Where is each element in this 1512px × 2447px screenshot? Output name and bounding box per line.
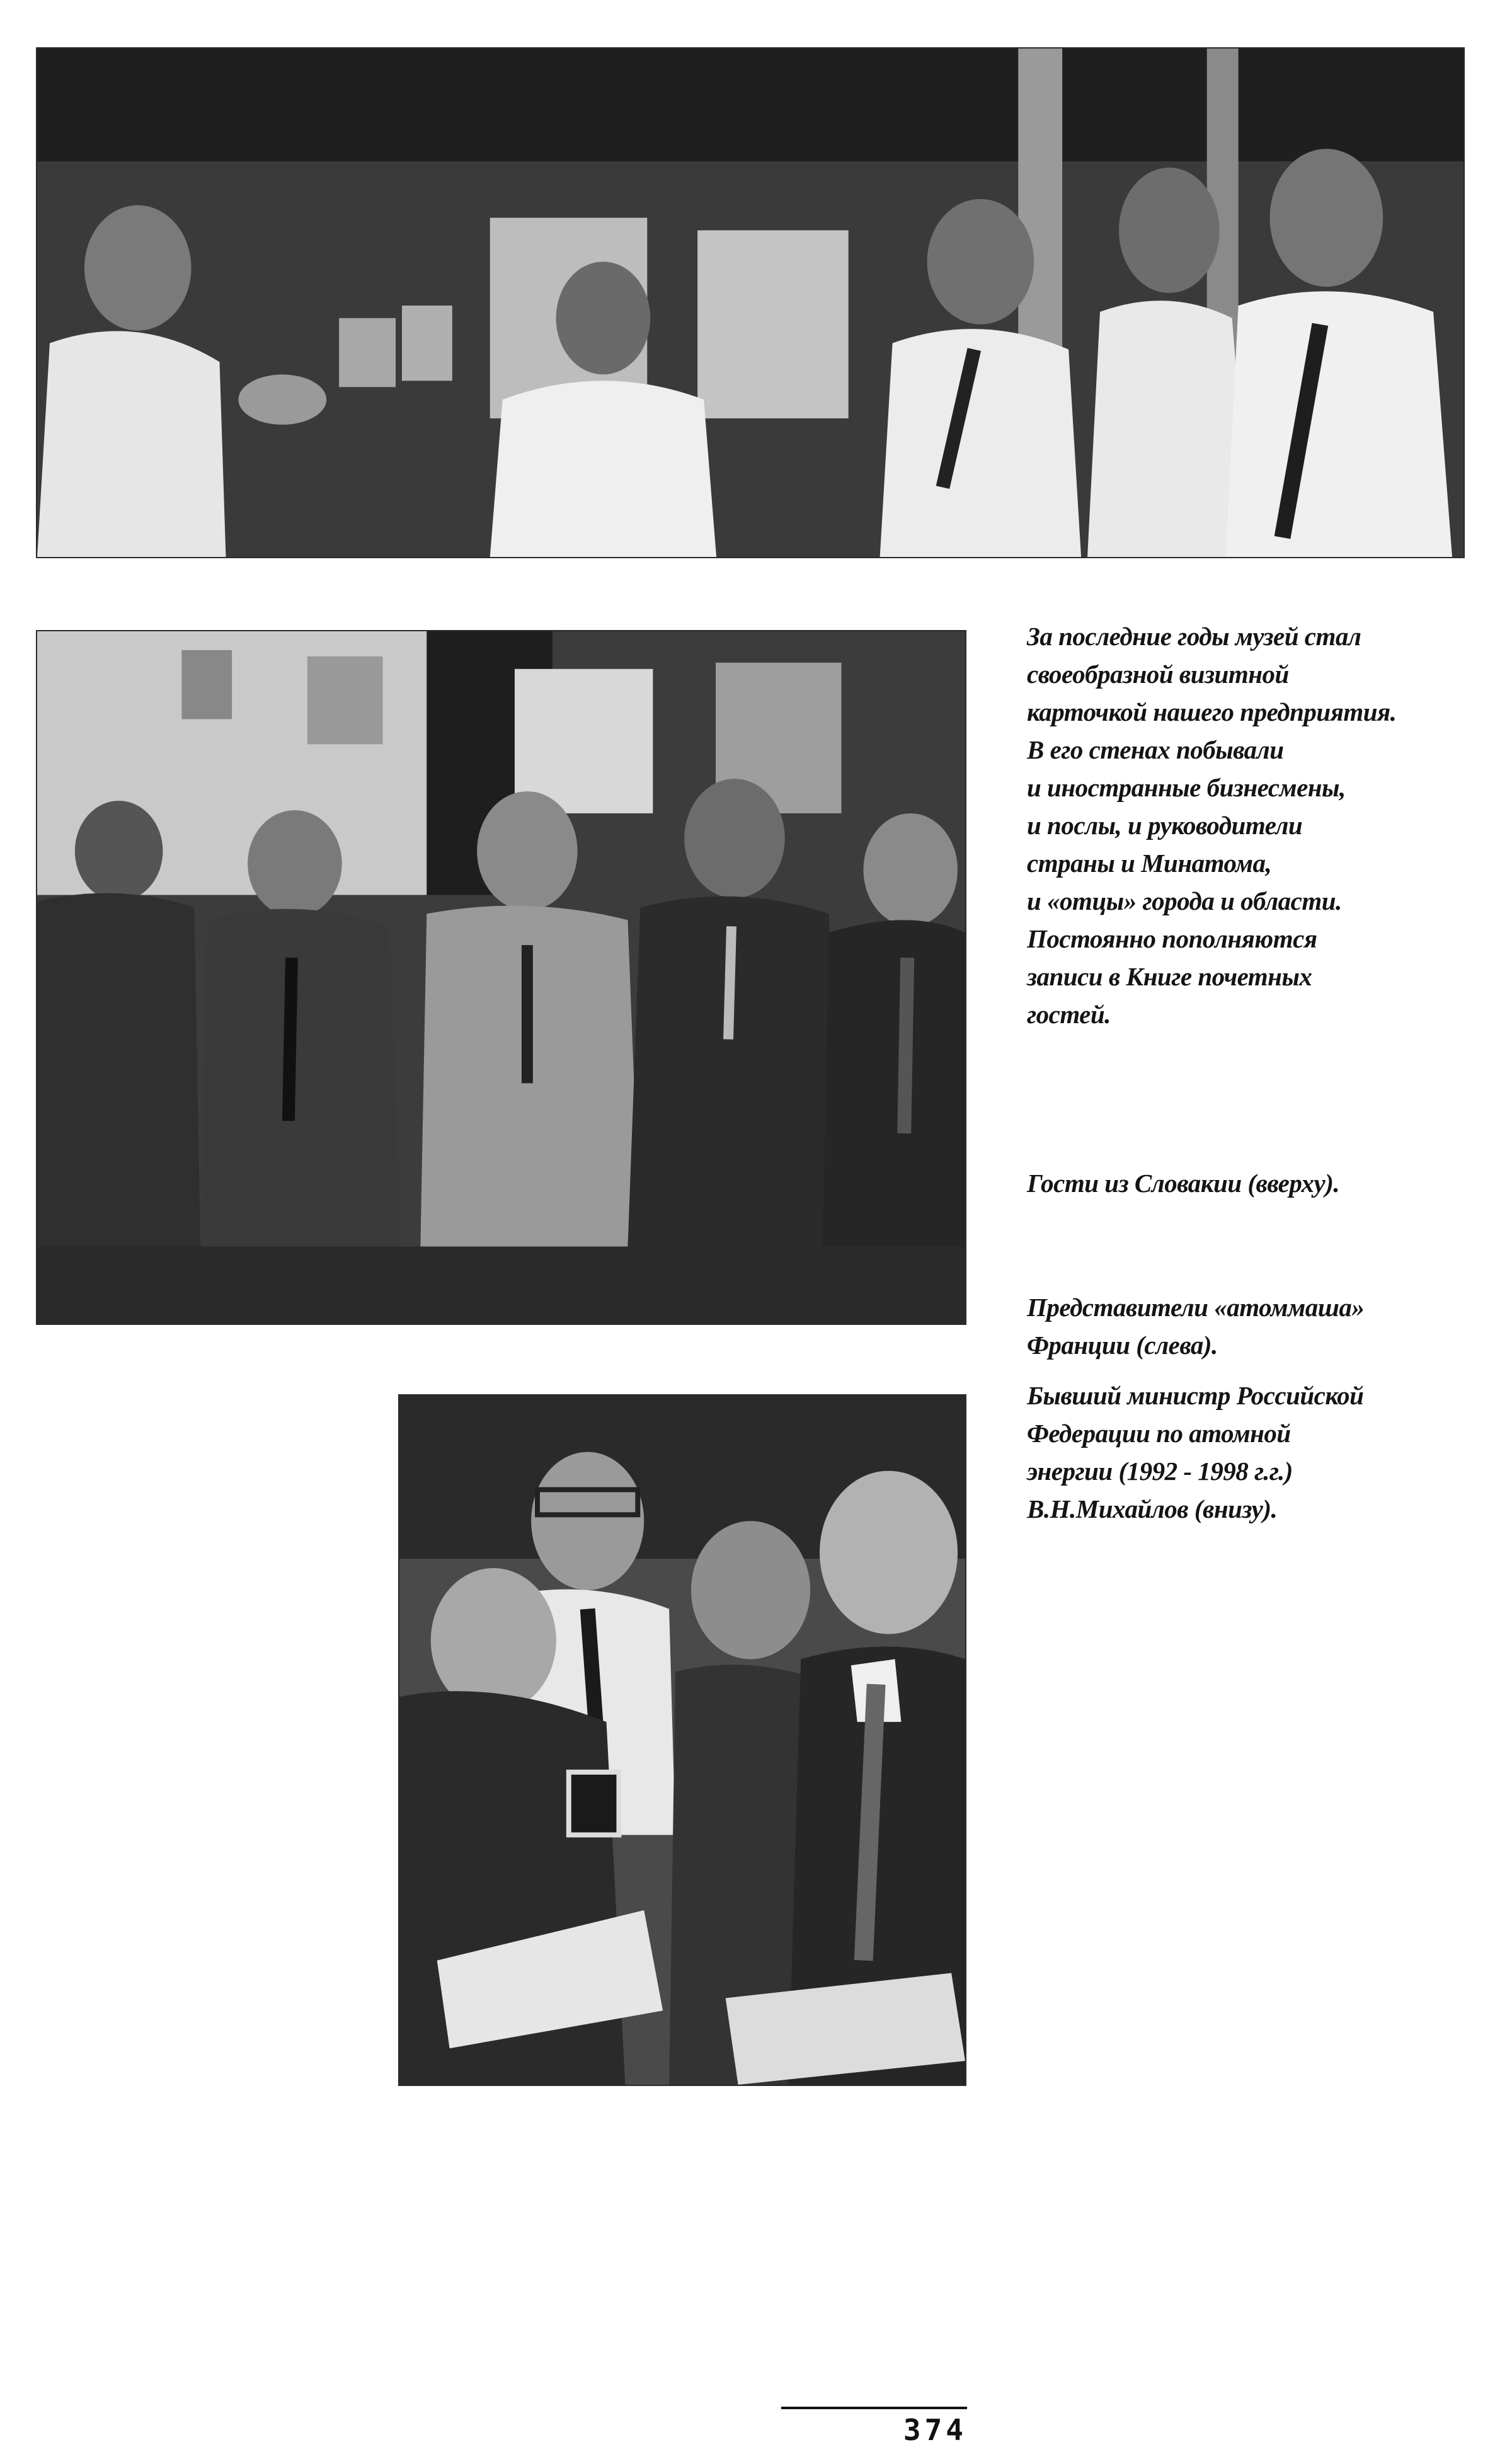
page-number: 374 (903, 2413, 967, 2447)
photo-former-minister-image (399, 1395, 965, 2085)
caption-bottom-photo-line: энергии (1992 - 1998 г.г.) (1027, 1457, 1293, 1486)
page-number-rule (781, 2407, 967, 2409)
caption-middle-photo (1027, 1288, 1480, 1364)
caption-main-line: и «отцы» города и области. (1027, 886, 1342, 915)
caption-middle-photo-line: Представители «атоммаша» (1027, 1293, 1365, 1322)
caption-main-line: и послы, и руководители (1027, 811, 1303, 840)
caption-main-line: своеобразной визитной (1027, 660, 1289, 689)
photo-guests-slovakia-image (37, 49, 1463, 557)
caption-main-line: За последние годы музей стал (1027, 622, 1361, 651)
photo-representatives-france-image (37, 631, 965, 1324)
photo-representatives-france (36, 630, 966, 1325)
caption-main-line: гостей. (1027, 1000, 1111, 1029)
caption-main-line: В его стенах побывали (1027, 735, 1284, 764)
caption-bottom-photo-line: Федерации по атомной (1027, 1419, 1291, 1448)
caption-bottom-photo-line: В.Н.Михайлов (внизу). (1027, 1494, 1278, 1523)
caption-middle-photo-line: Франции (слева). (1027, 1331, 1218, 1360)
caption-main-line: страны и Минатома, (1027, 849, 1272, 878)
caption-bottom-photo (1027, 1377, 1480, 1528)
caption-main-line: и иностранные бизнесмены, (1027, 773, 1346, 802)
photo-former-minister (398, 1394, 966, 2086)
caption-main (1027, 617, 1480, 1033)
caption-top-photo (1027, 1164, 1480, 1202)
caption-bottom-photo-line: Бывший министр Российской (1027, 1381, 1364, 1410)
caption-main-line: Постоянно пополняются (1027, 924, 1317, 953)
caption-top-photo-line: Гости из Словакии (вверху). (1027, 1169, 1340, 1198)
caption-main-line: записи в Книге почетных (1027, 962, 1312, 991)
caption-main-line: карточкой нашего предприятия. (1027, 697, 1397, 726)
photo-guests-slovakia (36, 47, 1465, 558)
